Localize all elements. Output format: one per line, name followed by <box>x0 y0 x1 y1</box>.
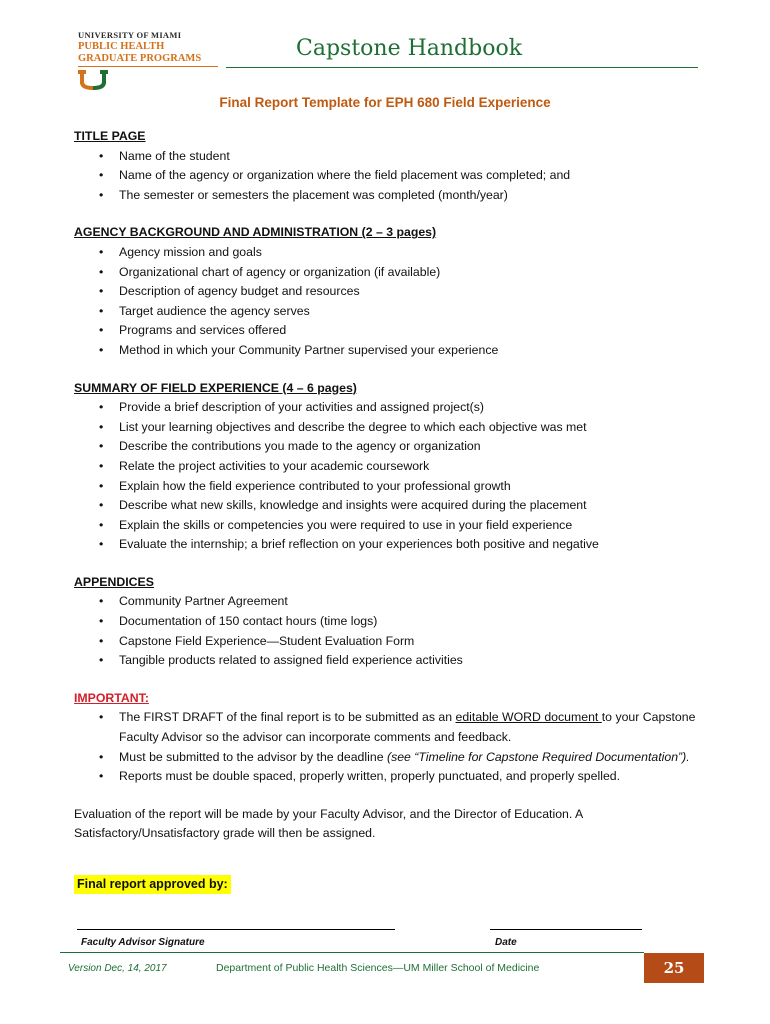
list-item: • Evaluate the internship; a brief reflection on your experiences both positive and negative <box>74 535 704 555</box>
editable-word-document-text: editable WORD document <box>455 710 602 725</box>
section-heading-summary: SUMMARY OF FIELD EXPERIENCE (4 – 6 pages) <box>74 380 357 395</box>
list-item: • Programs and services offered <box>74 321 704 341</box>
header-divider <box>226 67 698 68</box>
logo-graduate-programs: GRADUATE PROGRAMS <box>78 53 202 64</box>
list-item: • Method in which your Community Partner supervised your experience <box>74 341 704 361</box>
list-item: • Agency mission and goals <box>74 243 704 263</box>
logo-public-health: PUBLIC HEALTH <box>78 41 165 52</box>
list-item: • Target audience the agency serves <box>74 302 704 322</box>
document-title: Final Report Template for EPH 680 Field Experience <box>219 95 551 110</box>
approval-label: Final report approved by: <box>74 875 231 894</box>
list-item: • Name of the student <box>74 147 704 167</box>
page-number: 25 <box>644 953 704 983</box>
list-item: • Describe what new skills, knowledge and insights were acquired during the placement <box>74 496 704 516</box>
advisor-signature-line <box>77 929 395 930</box>
date-line <box>490 929 642 930</box>
list-item: • Reports must be double spaced, properly written, properly punctuated, and properly spelled. <box>74 767 704 787</box>
list-item: • Provide a brief description of your activities and assigned project(s) <box>74 398 704 418</box>
list-item: • Community Partner Agreement <box>74 592 704 612</box>
list-item: • List your learning objectives and describe the degree to which each objective was met <box>74 418 704 438</box>
list-item: • Relate the project activities to your academic coursework <box>74 457 704 477</box>
u-logo-icon <box>78 70 108 90</box>
timeline-reference: (see “Timeline for Capstone Required Documentation”). <box>386 749 690 764</box>
date-label: Date <box>495 937 517 948</box>
summary-list <box>74 398 704 555</box>
footer-divider <box>60 952 644 953</box>
list-item: • Capstone Field Experience—Student Evaluation Form <box>74 632 704 652</box>
advisor-signature-label: Faculty Advisor Signature <box>81 937 205 948</box>
evaluation-paragraph: Evaluation of the report will be made by your Faculty Advisor, and the Director of Education. A Satisfactory/Unsatisfactory grade will then be assigned. <box>74 806 583 841</box>
logo-divider <box>78 66 218 67</box>
list-item <box>74 748 704 768</box>
list-item: • The semester or semesters the placement was completed (month/year) <box>74 186 704 206</box>
appendices-list <box>74 592 704 670</box>
important-list <box>74 708 704 786</box>
list-item: • Explain the skills or competencies you were required to use in your field experience <box>74 516 704 536</box>
list-item: • Description of agency budget and resources <box>74 282 704 302</box>
section-heading-agency: AGENCY BACKGROUND AND ADMINISTRATION (2 – 3 pages) <box>74 225 437 240</box>
section-heading-appendices: APPENDICES <box>74 574 154 589</box>
list-item: • Organizational chart of agency or organization (if available) <box>74 263 704 283</box>
list-item: • Documentation of 150 contact hours (time logs) <box>74 612 704 632</box>
list-item: • Tangible products related to assigned field experience activities <box>74 651 704 671</box>
important-text: The FIRST DRAFT of the final report is to be submitted as an <box>119 710 456 725</box>
footer-department: Department of Public Health Sciences—UM Miller School of Medicine <box>216 962 540 974</box>
list-item <box>74 708 704 747</box>
list-item: • Explain how the field experience contributed to your professional growth <box>74 477 704 497</box>
agency-list <box>74 243 704 361</box>
title-page-list <box>74 147 704 206</box>
important-heading: IMPORTANT: <box>74 690 149 705</box>
list-item: • Describe the contributions you made to the agency or organization <box>74 437 704 457</box>
logo-university-name: UNIVERSITY OF MIAMI <box>78 30 182 40</box>
important-text: to your Capstone Faculty Advisor so the advisor can incorporate comments and feedback. <box>119 710 696 745</box>
section-heading-title-page: TITLE PAGE <box>74 129 146 143</box>
list-item: • Name of the agency or organization where the field placement was completed; and <box>74 166 704 186</box>
university-logo <box>78 30 228 92</box>
handbook-title: Capstone Handbook <box>296 36 523 61</box>
report-requirements <box>74 127 704 844</box>
important-text: Must be submitted to the advisor by the deadline <box>119 749 387 764</box>
footer-version: Version Dec, 14, 2017 <box>68 963 167 974</box>
